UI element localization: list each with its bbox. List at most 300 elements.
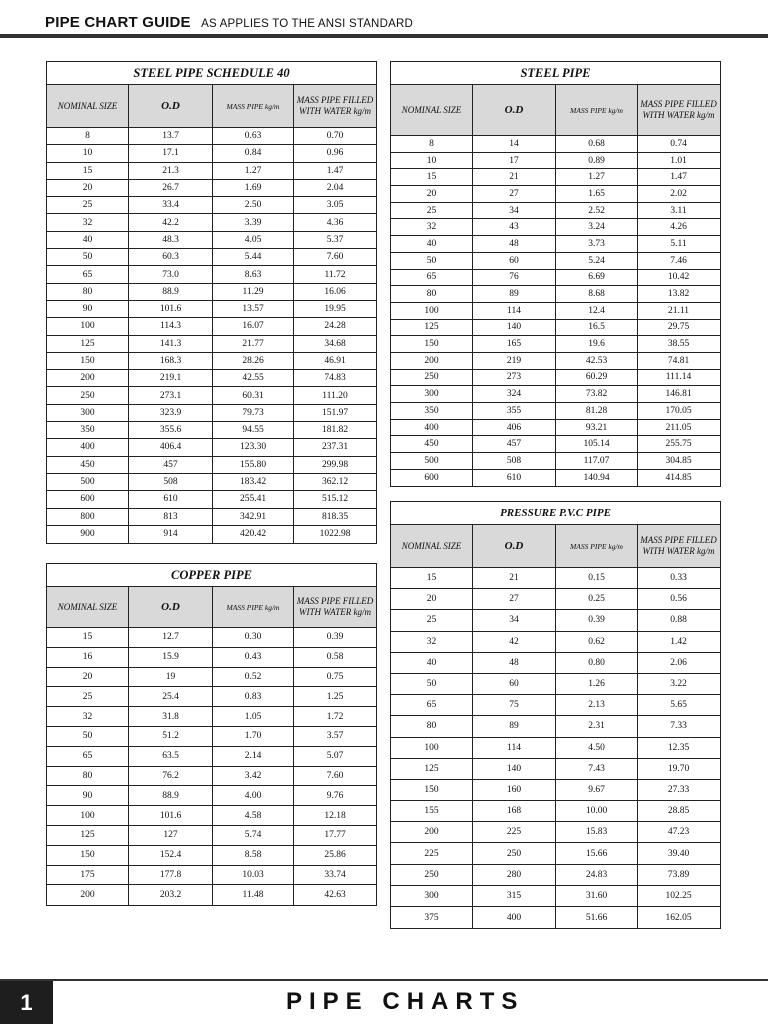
nominal-size-cell: 600 xyxy=(47,491,129,507)
table-row xyxy=(47,707,376,727)
mass-filled-cell: 0.75 xyxy=(326,671,344,682)
table-row xyxy=(391,610,720,631)
table-row xyxy=(47,509,376,526)
od-cell: 76 xyxy=(473,270,556,286)
table-row xyxy=(47,767,376,787)
col-od: O.D xyxy=(129,587,213,627)
mass-filled-cell: 19.95 xyxy=(324,304,346,315)
od-cell: 101.6 xyxy=(129,806,213,825)
mass-pipe-cell: 1.27 xyxy=(213,163,294,179)
mass-pipe-cell: 0.43 xyxy=(213,648,294,667)
nominal-size-cell: 100 xyxy=(391,303,473,319)
od-cell: 508 xyxy=(129,474,213,490)
od-cell: 315 xyxy=(473,886,556,906)
mass-pipe-cell: 2.31 xyxy=(556,716,638,736)
mass-filled-cell: 0.39 xyxy=(326,632,344,643)
table-header xyxy=(47,85,376,128)
od-cell: 51.2 xyxy=(129,727,213,746)
table-row xyxy=(391,353,720,370)
mass-filled-cell: 2.02 xyxy=(670,188,687,199)
od-cell: 43 xyxy=(473,219,556,235)
od-cell: 140 xyxy=(473,759,556,779)
mass-pipe-cell: 3.42 xyxy=(213,767,294,786)
mass-filled-cell: 16.06 xyxy=(324,286,346,297)
table-row xyxy=(47,806,376,826)
table-title: STEEL PIPE SCHEDULE 40 xyxy=(47,62,376,85)
mass-filled-cell: 12.18 xyxy=(324,810,346,821)
od-cell: 88.9 xyxy=(129,786,213,805)
mass-filled-cell: 181.82 xyxy=(321,425,349,436)
mass-filled-cell: 3.57 xyxy=(326,731,344,742)
table-title: COPPER PIPE xyxy=(47,564,376,587)
mass-filled-cell: 5.65 xyxy=(670,700,687,711)
mass-filled-cell: 7.60 xyxy=(326,252,344,263)
mass-pipe-cell: 4.00 xyxy=(213,786,294,805)
mass-filled-cell: 9.76 xyxy=(326,790,344,801)
mass-filled-cell: 818.35 xyxy=(321,511,349,522)
table-row xyxy=(47,668,376,688)
nominal-size-cell: 150 xyxy=(47,846,129,865)
od-cell: 406 xyxy=(473,420,556,436)
od-cell: 17 xyxy=(473,153,556,169)
nominal-size-cell: 15 xyxy=(391,169,473,185)
mass-filled-cell: 0.88 xyxy=(670,615,687,626)
nominal-size-cell: 100 xyxy=(47,806,129,825)
header-rule xyxy=(0,34,768,38)
mass-pipe-cell: 16.5 xyxy=(556,320,638,336)
od-cell: 127 xyxy=(129,826,213,845)
page-subtitle: AS APPLIES TO THE ANSI STANDARD xyxy=(201,18,413,30)
mass-pipe-cell: 94.55 xyxy=(213,422,294,438)
nominal-size-cell: 800 xyxy=(47,509,129,525)
mass-filled-cell: 46.91 xyxy=(324,356,346,366)
nominal-size-cell: 40 xyxy=(391,653,473,673)
od-cell: 406.4 xyxy=(129,439,213,455)
mass-pipe-cell: 8.58 xyxy=(213,846,294,865)
mass-filled-cell: 29.75 xyxy=(667,322,690,333)
table-row xyxy=(391,236,720,253)
table-row xyxy=(47,284,376,301)
mass-filled-cell: 0.74 xyxy=(670,138,687,149)
nominal-size-cell: 40 xyxy=(391,236,473,252)
mass-pipe-cell: 420.42 xyxy=(213,526,294,543)
od-cell: 19 xyxy=(129,668,213,687)
nominal-size-cell: 155 xyxy=(391,801,473,821)
mass-pipe-cell: 0.89 xyxy=(556,153,638,169)
nominal-size-cell: 900 xyxy=(47,526,129,543)
mass-pipe-cell: 21.77 xyxy=(213,336,294,352)
col-mass-filled: MASS PIPE FILLED WITH WATER kg/m xyxy=(640,99,717,120)
mass-pipe-cell: 5.74 xyxy=(213,826,294,845)
mass-pipe-cell: 105.14 xyxy=(556,436,638,452)
mass-pipe-cell: 1.05 xyxy=(213,707,294,726)
table-row xyxy=(47,885,376,905)
table-row xyxy=(47,128,376,145)
od-cell: 177.8 xyxy=(129,866,213,885)
nominal-size-cell: 500 xyxy=(47,474,129,490)
mass-pipe-cell: 4.50 xyxy=(556,738,638,758)
mass-filled-cell: 1.42 xyxy=(670,636,687,647)
nominal-size-cell: 125 xyxy=(391,759,473,779)
nominal-size-cell: 250 xyxy=(391,865,473,885)
table-row xyxy=(47,687,376,707)
mass-pipe-cell: 15.83 xyxy=(556,822,638,842)
nominal-size-cell: 65 xyxy=(47,747,129,766)
od-cell: 355 xyxy=(473,403,556,419)
table-row xyxy=(47,727,376,747)
mass-pipe-cell: 117.07 xyxy=(556,453,638,469)
table-row xyxy=(391,370,720,387)
od-cell: 21.3 xyxy=(129,163,213,179)
mass-filled-cell: 3.11 xyxy=(670,205,687,216)
table-body xyxy=(47,628,376,905)
mass-filled-cell: 5.07 xyxy=(326,751,344,762)
mass-filled-cell: 28.85 xyxy=(667,806,690,817)
table-row xyxy=(47,353,376,370)
od-cell: 31.8 xyxy=(129,707,213,726)
mass-filled-cell: 111.20 xyxy=(322,390,348,401)
table-row xyxy=(47,826,376,846)
mass-filled-cell: 1.72 xyxy=(326,711,344,722)
footer-title: PIPE CHARTS xyxy=(286,988,525,1015)
table-row xyxy=(47,318,376,335)
mass-filled-cell: 102.25 xyxy=(665,890,692,901)
od-cell: 152.4 xyxy=(129,846,213,865)
od-cell: 73.0 xyxy=(129,266,213,282)
nominal-size-cell: 32 xyxy=(391,632,473,652)
od-cell: 225 xyxy=(473,822,556,842)
mass-pipe-cell: 51.66 xyxy=(556,907,638,928)
col-od: O.D xyxy=(473,85,556,135)
table-row xyxy=(47,526,376,543)
table-row xyxy=(47,786,376,806)
nominal-size-cell: 25 xyxy=(47,197,129,213)
col-nominal-size: NOMINAL SIZE xyxy=(47,587,129,627)
od-cell: 273 xyxy=(473,370,556,386)
table-row xyxy=(47,747,376,767)
nominal-size-cell: 25 xyxy=(47,687,129,706)
mass-filled-cell: 24.28 xyxy=(324,321,346,332)
mass-filled-cell: 3.22 xyxy=(670,679,687,690)
mass-filled-cell: 47.23 xyxy=(667,827,690,838)
mass-pipe-cell: 0.63 xyxy=(213,128,294,144)
table-row xyxy=(391,780,720,801)
od-cell: 457 xyxy=(473,436,556,452)
nominal-size-cell: 350 xyxy=(391,403,473,419)
table-row xyxy=(391,801,720,822)
table-header xyxy=(391,525,720,568)
footer-rule xyxy=(0,979,768,981)
mass-pipe-cell: 123.30 xyxy=(213,439,294,455)
mass-pipe-cell: 11.29 xyxy=(213,284,294,300)
od-cell: 140 xyxy=(473,320,556,336)
od-cell: 168 xyxy=(473,801,556,821)
table-row xyxy=(391,186,720,203)
col-mass-filled: MASS PIPE FILLED WITH WATER kg/m xyxy=(296,596,374,617)
table-row xyxy=(391,303,720,320)
table-title: PRESSURE P.V.C PIPE xyxy=(391,502,720,525)
nominal-size-cell: 80 xyxy=(391,286,473,302)
od-cell: 21 xyxy=(473,169,556,185)
od-cell: 14 xyxy=(473,136,556,152)
table-header xyxy=(391,85,720,136)
mass-pipe-cell: 342.91 xyxy=(213,509,294,525)
mass-pipe-cell: 155.80 xyxy=(213,457,294,473)
table-body xyxy=(47,128,376,543)
od-cell: 114.3 xyxy=(129,318,213,334)
col-mass-filled: MASS PIPE FILLED WITH WATER kg/m xyxy=(296,95,374,116)
table-row xyxy=(391,695,720,716)
od-cell: 323.9 xyxy=(129,405,213,421)
nominal-size-cell: 65 xyxy=(391,695,473,715)
mass-filled-cell: 0.58 xyxy=(326,652,344,663)
mass-pipe-cell: 0.25 xyxy=(556,589,638,609)
mass-filled-cell: 5.11 xyxy=(670,238,687,249)
mass-filled-cell: 211.05 xyxy=(665,422,692,433)
mass-pipe-cell: 255.41 xyxy=(213,491,294,507)
od-cell: 42 xyxy=(473,632,556,652)
mass-pipe-cell: 0.80 xyxy=(556,653,638,673)
table-row xyxy=(47,439,376,456)
mass-pipe-cell: 73.82 xyxy=(556,386,638,402)
mass-filled-cell: 25.86 xyxy=(324,850,346,861)
od-cell: 203.2 xyxy=(129,885,213,905)
nominal-size-cell: 125 xyxy=(47,826,129,845)
mass-pipe-cell: 10.03 xyxy=(213,866,294,885)
nominal-size-cell: 90 xyxy=(47,786,129,805)
table-row xyxy=(47,301,376,318)
mass-pipe-cell: 3.24 xyxy=(556,219,638,235)
table-row xyxy=(391,436,720,453)
mass-pipe-cell: 60.29 xyxy=(556,370,638,386)
table-row xyxy=(391,153,720,170)
nominal-size-cell: 500 xyxy=(391,453,473,469)
table-row xyxy=(47,474,376,491)
od-cell: 48 xyxy=(473,653,556,673)
mass-filled-cell: 5.37 xyxy=(326,234,344,245)
mass-pipe-cell: 2.13 xyxy=(556,695,638,715)
od-cell: 48.3 xyxy=(129,232,213,248)
mass-filled-cell: 162.05 xyxy=(665,912,692,923)
mass-filled-cell: 13.82 xyxy=(667,289,690,300)
nominal-size-cell: 350 xyxy=(47,422,129,438)
steel-table xyxy=(390,61,721,487)
mass-pipe-cell: 5.44 xyxy=(213,249,294,265)
mass-pipe-cell: 12.4 xyxy=(556,303,638,319)
table-row xyxy=(391,420,720,437)
nominal-size-cell: 10 xyxy=(391,153,473,169)
table-row xyxy=(47,846,376,866)
nominal-size-cell: 225 xyxy=(391,843,473,863)
col-mass-pipe: MASS PIPE kg/m xyxy=(213,85,294,127)
mass-filled-cell: 12.35 xyxy=(667,742,690,753)
nominal-size-cell: 300 xyxy=(47,405,129,421)
nominal-size-cell: 175 xyxy=(47,866,129,885)
mass-filled-cell: 4.26 xyxy=(670,222,687,233)
nominal-size-cell: 200 xyxy=(47,370,129,386)
nominal-size-cell: 250 xyxy=(391,370,473,386)
mass-pipe-cell: 15.66 xyxy=(556,843,638,863)
mass-filled-cell: 33.74 xyxy=(324,869,346,880)
od-cell: 76.2 xyxy=(129,767,213,786)
mass-pipe-cell: 60.31 xyxy=(213,387,294,403)
od-cell: 168.3 xyxy=(129,353,213,369)
nominal-size-cell: 80 xyxy=(47,767,129,786)
od-cell: 34 xyxy=(473,203,556,219)
table-row xyxy=(47,214,376,231)
od-cell: 457 xyxy=(129,457,213,473)
mass-pipe-cell: 7.43 xyxy=(556,759,638,779)
nominal-size-cell: 450 xyxy=(47,457,129,473)
table-header xyxy=(47,587,376,628)
nominal-size-cell: 450 xyxy=(391,436,473,452)
nominal-size-cell: 250 xyxy=(47,387,129,403)
od-cell: 12.7 xyxy=(129,628,213,647)
table-row xyxy=(47,180,376,197)
od-cell: 141.3 xyxy=(129,336,213,352)
od-cell: 60 xyxy=(473,674,556,694)
mass-filled-cell: 414.85 xyxy=(665,473,692,484)
nominal-size-cell: 150 xyxy=(47,353,129,369)
table-body xyxy=(391,568,720,928)
mass-filled-cell: 299.98 xyxy=(321,459,349,470)
table-row xyxy=(391,219,720,236)
mass-pipe-cell: 140.94 xyxy=(556,470,638,487)
od-cell: 17.1 xyxy=(129,145,213,161)
mass-pipe-cell: 0.39 xyxy=(556,610,638,630)
nominal-size-cell: 50 xyxy=(391,674,473,694)
mass-filled-cell: 7.60 xyxy=(326,770,344,781)
mass-filled-cell: 39.40 xyxy=(667,848,690,859)
nominal-size-cell: 20 xyxy=(47,668,129,687)
od-cell: 160 xyxy=(473,780,556,800)
mass-pipe-cell: 1.69 xyxy=(213,180,294,196)
mass-pipe-cell: 31.60 xyxy=(556,886,638,906)
copper-table xyxy=(46,563,377,906)
mass-pipe-cell: 5.24 xyxy=(556,253,638,269)
mass-pipe-cell: 0.84 xyxy=(213,145,294,161)
table-row xyxy=(391,843,720,864)
nominal-size-cell: 200 xyxy=(391,822,473,842)
mass-filled-cell: 11.72 xyxy=(324,269,346,280)
table-row xyxy=(47,163,376,180)
od-cell: 324 xyxy=(473,386,556,402)
table-row xyxy=(391,386,720,403)
mass-filled-cell: 237.31 xyxy=(321,442,349,453)
od-cell: 508 xyxy=(473,453,556,469)
mass-pipe-cell: 0.52 xyxy=(213,668,294,687)
table-row xyxy=(391,286,720,303)
nominal-size-cell: 125 xyxy=(391,320,473,336)
mass-filled-cell: 19.70 xyxy=(667,763,690,774)
table-row xyxy=(391,136,720,153)
nominal-size-cell: 90 xyxy=(47,301,129,317)
nominal-size-cell: 8 xyxy=(391,136,473,152)
page-header xyxy=(45,14,413,32)
mass-pipe-cell: 0.15 xyxy=(556,568,638,588)
table-row xyxy=(47,405,376,422)
nominal-size-cell: 150 xyxy=(391,780,473,800)
mass-filled-cell: 0.56 xyxy=(670,594,687,605)
od-cell: 914 xyxy=(129,526,213,543)
nominal-size-cell: 40 xyxy=(47,232,129,248)
nominal-size-cell: 80 xyxy=(47,284,129,300)
table-row xyxy=(391,738,720,759)
mass-filled-cell: 1.47 xyxy=(326,165,344,176)
nominal-size-cell: 65 xyxy=(47,266,129,282)
table-row xyxy=(391,403,720,420)
table-row xyxy=(391,568,720,589)
table-row xyxy=(47,266,376,283)
od-cell: 88.9 xyxy=(129,284,213,300)
mass-pipe-cell: 93.21 xyxy=(556,420,638,436)
od-cell: 26.7 xyxy=(129,180,213,196)
od-cell: 89 xyxy=(473,716,556,736)
mass-filled-cell: 146.81 xyxy=(665,389,692,400)
mass-filled-cell: 21.11 xyxy=(667,305,690,316)
mass-pipe-cell: 2.52 xyxy=(556,203,638,219)
mass-filled-cell: 0.96 xyxy=(326,148,344,159)
mass-filled-cell: 1022.98 xyxy=(319,529,351,540)
table-row xyxy=(391,907,720,928)
col-nominal-size: NOMINAL SIZE xyxy=(391,525,473,567)
od-cell: 280 xyxy=(473,865,556,885)
nominal-size-cell: 25 xyxy=(391,203,473,219)
nominal-size-cell: 32 xyxy=(47,707,129,726)
table-row xyxy=(391,886,720,907)
mass-filled-cell: 515.12 xyxy=(321,494,349,505)
mass-filled-cell: 7.46 xyxy=(670,255,687,266)
table-row xyxy=(47,648,376,668)
schedule40-table xyxy=(46,61,377,544)
od-cell: 27 xyxy=(473,186,556,202)
mass-filled-cell: 17.77 xyxy=(324,830,346,841)
mass-pipe-cell: 81.28 xyxy=(556,403,638,419)
mass-pipe-cell: 8.63 xyxy=(213,266,294,282)
od-cell: 250 xyxy=(473,843,556,863)
page-number: 1 xyxy=(0,981,53,1024)
mass-pipe-cell: 79.73 xyxy=(213,405,294,421)
mass-filled-cell: 74.81 xyxy=(667,355,690,366)
table-row xyxy=(47,387,376,404)
nominal-size-cell: 600 xyxy=(391,470,473,487)
od-cell: 355.6 xyxy=(129,422,213,438)
col-nominal-size: NOMINAL SIZE xyxy=(47,85,129,127)
nominal-size-cell: 15 xyxy=(47,628,129,647)
mass-filled-cell: 170.05 xyxy=(665,405,692,416)
nominal-size-cell: 200 xyxy=(47,885,129,905)
mass-filled-cell: 3.05 xyxy=(326,200,344,211)
pvc-table xyxy=(390,501,721,929)
table-row xyxy=(47,232,376,249)
od-cell: 34 xyxy=(473,610,556,630)
col-mass-filled: MASS PIPE FILLED WITH WATER kg/m xyxy=(640,535,717,556)
table-row xyxy=(47,866,376,886)
mass-pipe-cell: 28.26 xyxy=(213,353,294,369)
od-cell: 27 xyxy=(473,589,556,609)
nominal-size-cell: 50 xyxy=(47,249,129,265)
mass-filled-cell: 34.68 xyxy=(324,338,346,349)
mass-pipe-cell: 0.62 xyxy=(556,632,638,652)
od-cell: 89 xyxy=(473,286,556,302)
table-row xyxy=(391,453,720,470)
od-cell: 15.9 xyxy=(129,648,213,667)
col-od: O.D xyxy=(129,85,213,127)
od-cell: 219 xyxy=(473,353,556,369)
nominal-size-cell: 375 xyxy=(391,907,473,928)
mass-filled-cell: 0.33 xyxy=(670,573,687,584)
mass-pipe-cell: 3.73 xyxy=(556,236,638,252)
